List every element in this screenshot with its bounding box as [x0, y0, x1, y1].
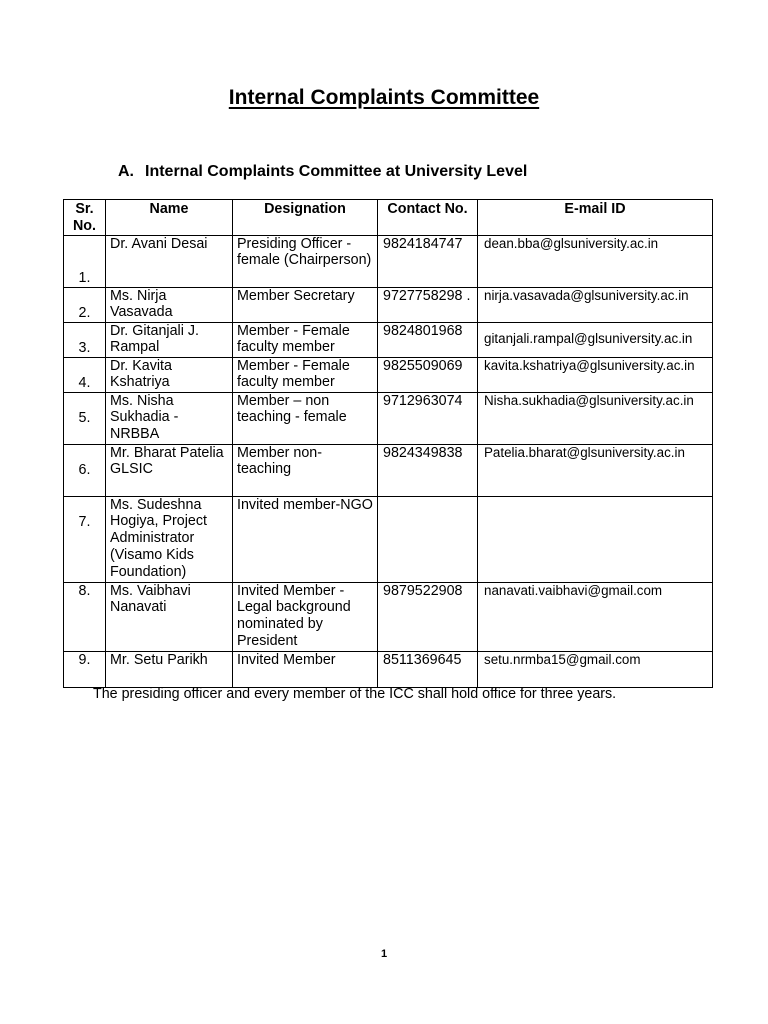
email-cell: dean.bba@glsuniversity.ac.in — [478, 235, 713, 287]
header-designation: Designation — [233, 200, 378, 236]
email-cell — [478, 496, 713, 582]
sr-cell: 7. — [64, 496, 106, 582]
header-email: E-mail ID — [478, 200, 713, 236]
table-row — [64, 357, 713, 392]
table-row — [64, 392, 713, 444]
designation-cell: Invited Member -Legal background nominated by President — [233, 582, 378, 651]
name-cell: Ms. Sudeshna Hogiya, Project Administrator (Visamo Kids Foundation) — [106, 496, 233, 582]
name-cell: Dr. Kavita Kshatriya — [106, 357, 233, 392]
designation-cell: Member - Female faculty member — [233, 357, 378, 392]
table-row — [64, 235, 713, 287]
table-row — [64, 287, 713, 322]
sr-cell: 1. — [64, 235, 106, 287]
sr-cell: 6. — [64, 444, 106, 496]
email-cell: Nisha.sukhadia@glsuniversity.ac.in — [478, 392, 713, 444]
table-header-row — [64, 200, 713, 236]
sr-cell: 9. — [64, 651, 106, 687]
section-heading — [118, 163, 527, 181]
header-sr-no: Sr. No. — [64, 200, 106, 236]
name-cell: Dr. Avani Desai — [106, 235, 233, 287]
email-cell: Patelia.bharat@glsuniversity.ac.in — [478, 444, 713, 496]
name-cell: Dr. Gitanjali J. Rampal — [106, 322, 233, 357]
contact-cell: 9727758298 . — [378, 287, 478, 322]
designation-cell: Presiding Officer - female (Chairperson) — [233, 235, 378, 287]
designation-cell: Member non-teaching — [233, 444, 378, 496]
contact-cell: 9824801968 — [378, 322, 478, 357]
designation-cell: Member - Female faculty member — [233, 322, 378, 357]
contact-cell: 9824349838 — [378, 444, 478, 496]
section-heading-text: Internal Complaints Committee at University Level — [145, 163, 528, 180]
table-row — [64, 582, 713, 651]
section-letter: A. — [118, 163, 134, 180]
contact-cell: 9712963074 — [378, 392, 478, 444]
sr-cell: 3. — [64, 322, 106, 357]
committee-table — [63, 199, 713, 688]
document-title: Internal Complaints Committee — [228, 86, 540, 109]
footnote: The presiding officer and every member of the ICC shall hold office for three years. — [93, 686, 617, 702]
header-name: Name — [106, 200, 233, 236]
sr-cell: 8. — [64, 582, 106, 651]
name-cell: Mr. Setu Parikh — [106, 651, 233, 687]
table-row — [64, 496, 713, 582]
contact-cell: 9824184747 — [378, 235, 478, 287]
name-cell: Ms. Vaibhavi Nanavati — [106, 582, 233, 651]
name-cell: Mr. Bharat Patelia GLSIC — [106, 444, 233, 496]
contact-cell: 8511369645 — [378, 651, 478, 687]
email-cell: gitanjali.rampal@glsuniversity.ac.in — [478, 322, 713, 357]
contact-cell: 9825509069 — [378, 357, 478, 392]
header-contact: Contact No. — [378, 200, 478, 236]
email-cell: kavita.kshatriya@glsuniversity.ac.in — [478, 357, 713, 392]
designation-cell: Member – non teaching - female — [233, 392, 378, 444]
designation-cell: Invited member-NGO — [233, 496, 378, 582]
name-cell: Ms. Nirja Vasavada — [106, 287, 233, 322]
contact-cell — [378, 496, 478, 582]
page-number: 1 — [380, 948, 388, 960]
designation-cell: Member Secretary — [233, 287, 378, 322]
table-row — [64, 322, 713, 357]
table-row — [64, 444, 713, 496]
sr-cell: 4. — [64, 357, 106, 392]
email-cell: nanavati.vaibhavi@gmail.com — [478, 582, 713, 651]
email-cell: setu.nrmba15@gmail.com — [478, 651, 713, 687]
sr-cell: 2. — [64, 287, 106, 322]
name-cell: Ms. Nisha Sukhadia - NRBBA — [106, 392, 233, 444]
email-cell: nirja.vasavada@glsuniversity.ac.in — [478, 287, 713, 322]
designation-cell: Invited Member — [233, 651, 378, 687]
sr-cell: 5. — [64, 392, 106, 444]
contact-cell: 9879522908 — [378, 582, 478, 651]
table-row — [64, 651, 713, 687]
